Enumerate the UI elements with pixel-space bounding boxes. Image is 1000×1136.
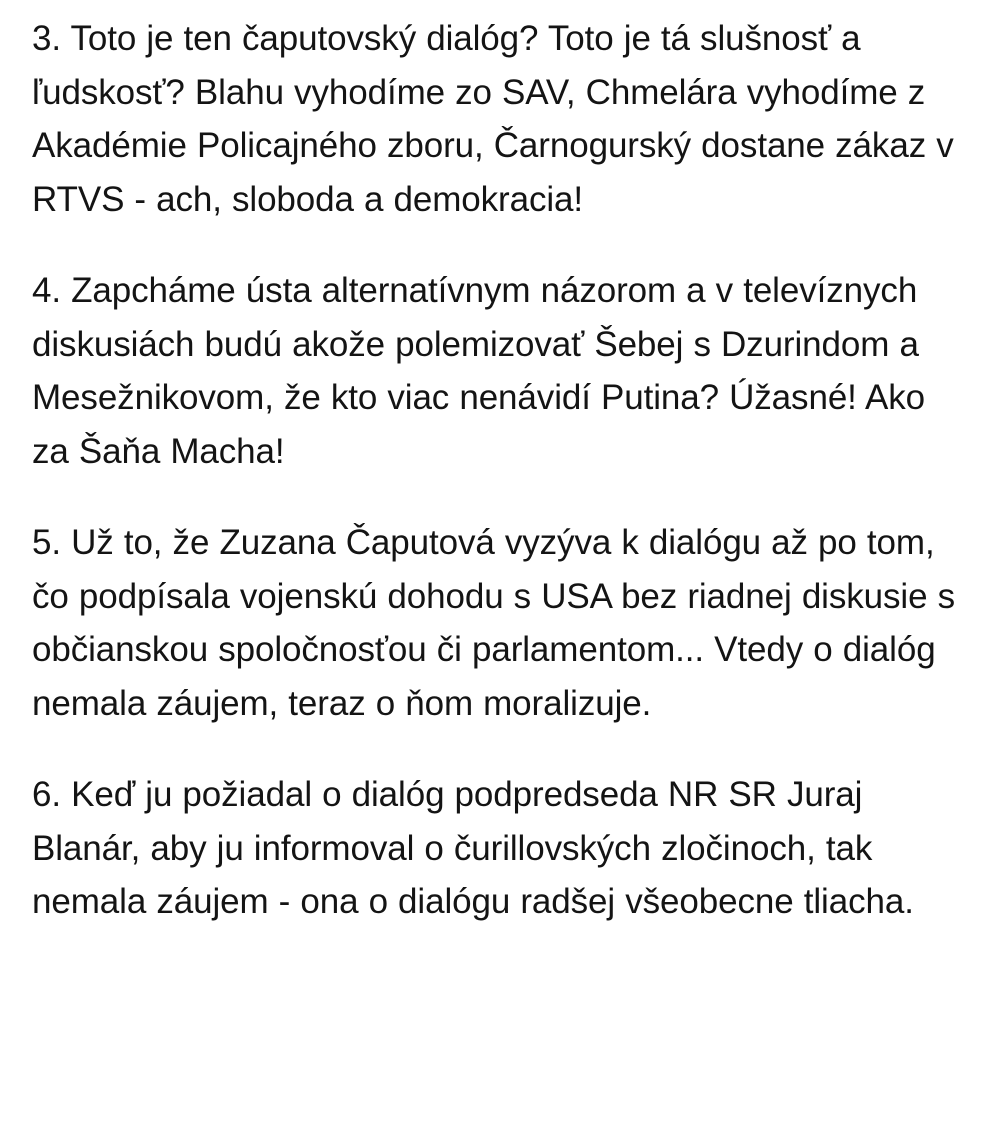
paragraph-5: 5. Už to, že Zuzana Čaputová vyzýva k dialógu až po tom, čo podpísala vojenskú dohodu s USA bez riadnej diskusie s občianskou spoločnosťou či parlamentom... Vtedy o dialóg nemala záujem, teraz o ňom moralizuje. — [32, 523, 955, 723]
paragraph-4: 4. Zapcháme ústa alternatívnym názorom a v televíznych diskusiách budú akože polemizovať Šebej s Dzurindom a Mesežnikovom, že kto viac nenávidí Putina? Úžasné! Ako za Šaňa Macha! — [32, 271, 926, 471]
paragraph-3: 3. Toto je ten čaputovský dialóg? Toto je tá slušnosť a ľudskosť? Blahu vyhodíme zo SAV, Chmelára vyhodíme z Akadémie Policajného zboru, Čarnogurský dostane zákaz v RTVS - ach, sloboda a demokracia! — [32, 19, 954, 219]
paragraph-6: 6. Keď ju požiadal o dialóg podpredseda NR SR Juraj Blanár, aby ju informoval o čurillovských zločinoch, tak nemala záujem - ona o dialógu radšej všeobecne tliacha. — [32, 775, 914, 921]
